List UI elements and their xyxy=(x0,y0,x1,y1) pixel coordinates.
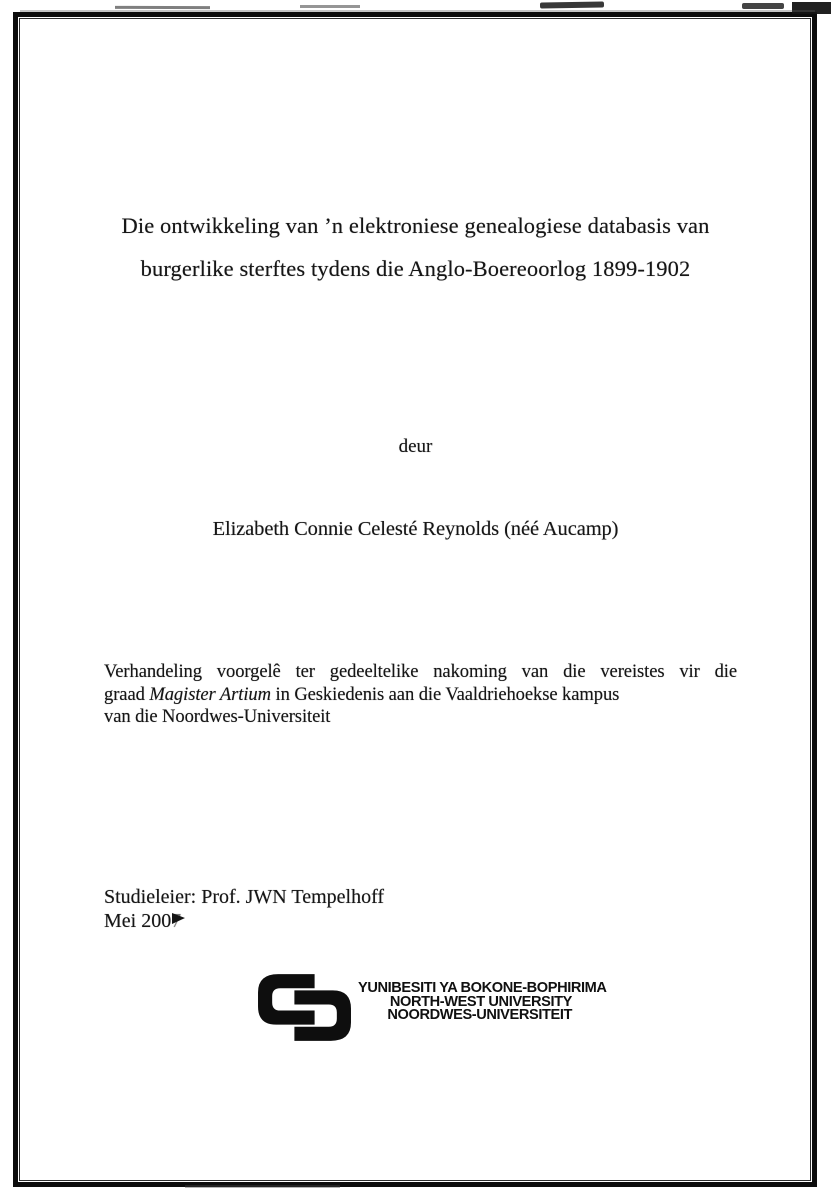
degree-statement-line1: Verhandeling voorgelê ter gedeeltelike nakoming van die vereistes vir die xyxy=(104,661,737,682)
scan-artifact xyxy=(115,6,210,9)
date-prefix: Mei 200 xyxy=(104,909,172,932)
nwu-chain-links-icon xyxy=(256,966,353,1049)
nwu-logo-line-setswana: YUNIBESITI YA BOKONE-BOPHIRIMA xyxy=(358,980,607,996)
byline-preposition: deur xyxy=(398,436,433,457)
nwu-logo-line-afrikaans: NOORDWES-UNIVERSITEIT xyxy=(387,1007,572,1024)
nwu-logo-wordmark xyxy=(358,980,607,1024)
thesis-title-line1: Die ontwikkeling van ’n elektroniese genealogiese databasis van xyxy=(121,213,710,238)
degree-name-italic: Magister Artium xyxy=(149,683,271,705)
scan-artifact xyxy=(300,5,360,8)
scan-artifact xyxy=(540,1,604,8)
scan-artifact xyxy=(742,3,784,9)
degree-statement-line2-post: in Geskiedenis aan die Vaaldriehoekse kampus xyxy=(270,683,620,705)
degree-statement-line2 xyxy=(104,684,737,707)
handwritten-seven-digit: 7 xyxy=(171,910,186,926)
supervisor-line: Studieleier: Prof. JWN Tempelhoff xyxy=(104,886,385,908)
degree-statement xyxy=(104,661,737,729)
university-logo xyxy=(256,966,607,1049)
author-name: Elizabeth Connie Celesté Reynolds (néé Aucamp) xyxy=(212,518,619,540)
degree-statement-line2-pre: graad xyxy=(104,683,150,705)
thesis-title xyxy=(50,204,781,290)
date-line xyxy=(104,910,384,934)
nwu-logo-line-english: NORTH-WEST UNIVERSITY xyxy=(389,993,572,1010)
supervisor-block xyxy=(104,886,384,933)
thesis-title-line2: burgerlike sterftes tydens die Anglo-Boereoorlog 1899-1902 xyxy=(140,256,691,281)
degree-statement-line3: van die Noordwes-Universiteit xyxy=(104,706,331,728)
